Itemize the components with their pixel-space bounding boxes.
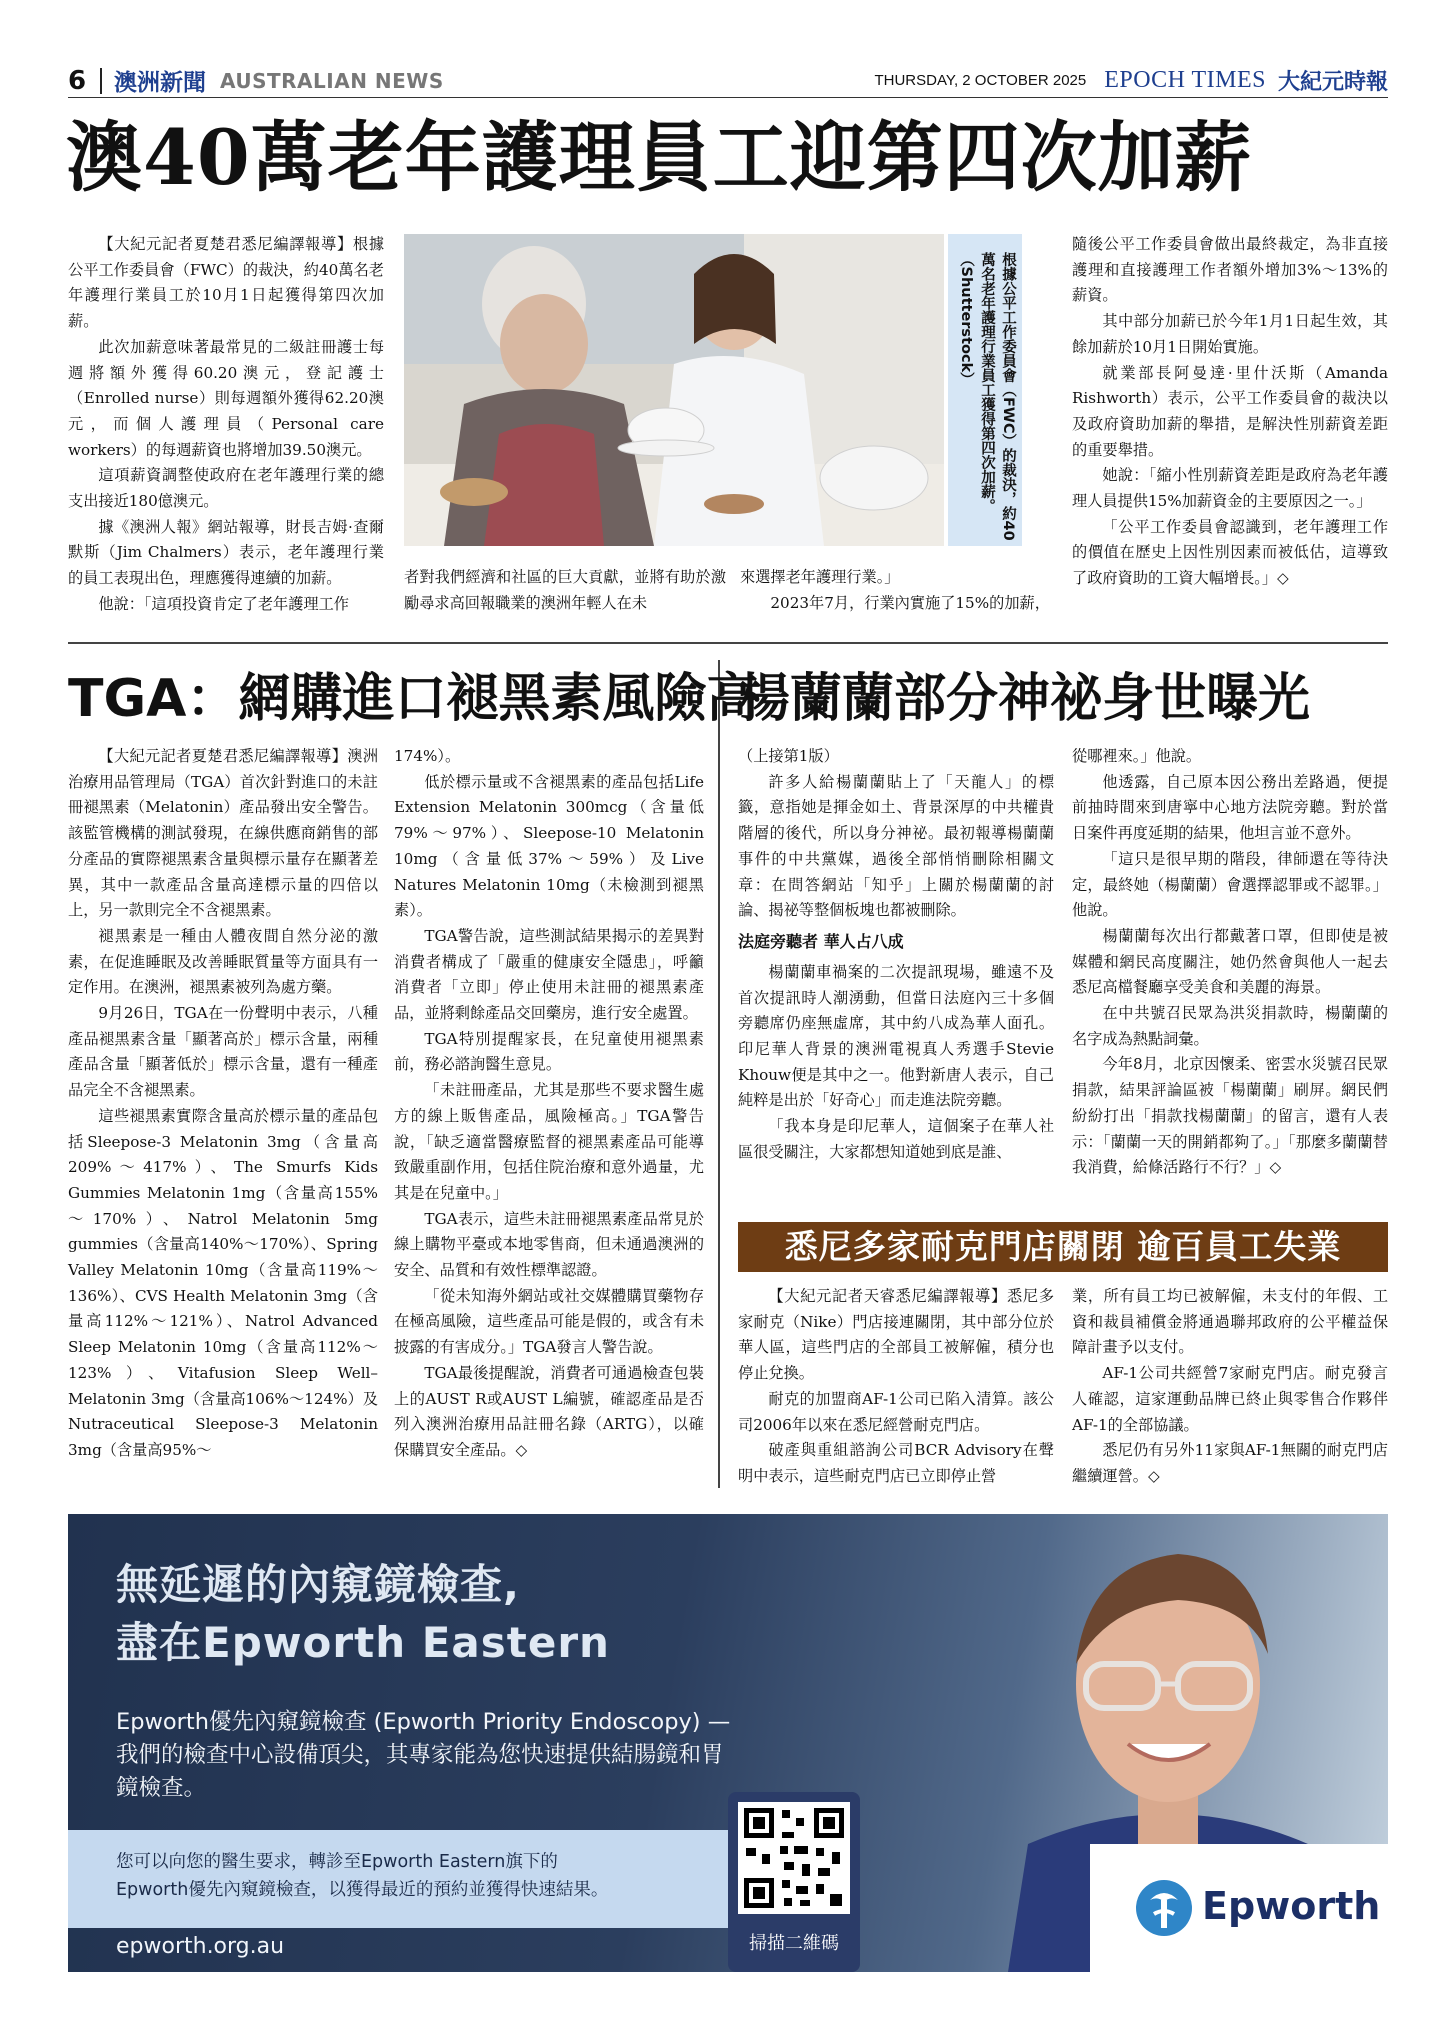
article2-col2-p2: 低於標示量或不含褪黑素的產品包括Life Extension Melatonin 300mcg（含量低79%～97%）、Sleepose-10 Melatonin 10mg（含量低37%～59%）及Live Natures Melatonin 10mg（未檢測到褪黑素）。	[394, 772, 704, 920]
article1-col3	[740, 565, 1056, 616]
article3-col2	[1072, 744, 1388, 1181]
ad-title	[116, 1556, 610, 1672]
article1-col1-p3: 這項薪資調整使政府在老年護理行業的總支出接近180億澳元。	[68, 466, 384, 511]
article3-headline: 楊蘭蘭部分神祕身世曝光	[738, 669, 1311, 729]
section-title-en: AUSTRALIAN NEWS	[220, 68, 444, 93]
article3-col2-p6: 今年8月，北京因懷柔、密雲水災號召民眾捐款，結果評論區被「楊蘭蘭」刷屏。網民們紛紛打出「捐款找楊蘭蘭」的留言，還有人表示：「蘭蘭一天的開銷都夠了。」「那麼多蘭蘭替我消費，給條活路行不行？」◇	[1072, 1055, 1388, 1177]
article3-col2-p1: 從哪裡來。」他說。	[1072, 747, 1202, 765]
epworth-advertisement[interactable]	[68, 1514, 1388, 1972]
ad-title-line2: 盡在Epworth Eastern	[116, 1618, 610, 1667]
article4-col1-p3: 破產與重組諮詢公司BCR Advisory在聲明中表示，這些耐克門店已立即停止營	[738, 1441, 1054, 1485]
article1-col4-p3: 就業部長阿曼達·里什沃斯（Amanda Rishworth）表示，公平工作委員會的裁決以及政府資助加薪的舉措，是解決性別薪資差距的重要舉措。	[1072, 363, 1388, 459]
article3-col2-p2: 他透露，自己原本因公務出差路過，便提前抽時間來到唐寧中心地方法院旁聽。對於當日案件再度延期的結果，他坦言並不意外。	[1072, 772, 1388, 843]
masthead	[68, 64, 1388, 98]
ad-strip-line1: 您可以向您的醫生要求，轉診至Epworth Eastern旗下的	[116, 1852, 558, 1872]
article2-col1	[68, 744, 378, 1464]
ad-strip-text	[116, 1848, 816, 1904]
article4-col1	[738, 1284, 1054, 1490]
article2-col2-p6: TGA表示，這些未註冊褪黑素產品常見於線上購物平臺或本地零售商，但未通過澳洲的安全、品質和有效性標準認證。	[394, 1209, 704, 1280]
epworth-logo-text: Epworth	[1202, 1884, 1381, 1928]
article4-col2-p3: 悉尼仍有另外11家與AF-1無關的耐克門店繼續運營。◇	[1072, 1441, 1388, 1485]
article3-col1	[738, 744, 1054, 1166]
article3-col1-p4: 「我本身是印尼華人，這個案子在華人社區很受關注，大家都想知道她到底是誰、	[738, 1117, 1054, 1161]
article1-col3-p1: 來選擇老年護理行業。」	[740, 568, 900, 586]
article1-col1-p4: 據《澳洲人報》網站報導，財長吉姆·查爾默斯（Jim Chalmers）表示，老年護理行業的員工表現出色，理應獲得連續的加薪。	[68, 517, 384, 588]
section-divider	[68, 642, 1388, 644]
article1-photo	[404, 234, 944, 546]
qr-code[interactable]	[738, 1802, 850, 1914]
article3-col1-p1: （上接第1版）	[738, 747, 839, 765]
photo-caption: 根據公平工作委員會（FWC）的裁決，約40萬名老年護理行業員工獲得第四次加薪。（Shutterstock）	[958, 252, 1016, 541]
ad-title-line1: 無延遲的內窺鏡檢查,	[116, 1560, 520, 1609]
issue-date: THURSDAY, 2 OCTOBER 2025	[874, 72, 1087, 89]
ad-strip-line2: Epworth優先內窺鏡檢查，以獲得最近的預約並獲得快速結果。	[116, 1880, 609, 1900]
article1-col4-p2: 其中部分加薪已於今年1月1日起生效，其餘加薪於10月1日開始實施。	[1072, 312, 1388, 356]
article3-col2-p5: 在中共號召民眾為洪災捐款時，楊蘭蘭的名字成為熱點詞彙。	[1072, 1004, 1388, 1048]
section-title-cn: 澳洲新聞	[114, 70, 206, 96]
article4-headline-banner: 悉尼多家耐克門店關閉 逾百員工失業	[738, 1222, 1388, 1272]
article2-col1-p4: 這些褪黑素實際含量高於標示量的產品包括Sleepose-3 Melatonin 3mg（含量高209%～417%）、The Smurfs Kids Gummies Melatonin 1mg（含量高155%～170%）、Natrol Melatonin 5mg gummies（含量高140%～170%）、Spring Valley Melatonin 10mg（含量高119%～136%）、CVS Health Melatonin 3mg（含量高112%～121%）、Natrol Advanced Sleep Melatonin 10mg（含量高112%～123%）、Vitafusion Sleep Well–Melatonin 3mg（含量高106%～124%）及Nutraceutical Sleepose-3 Melatonin 3mg（含量高95%～	[68, 1106, 378, 1459]
qr-label: 掃描二維碼	[749, 1933, 839, 1954]
article2-col2-p5: 「未註冊產品，尤其是那些不要求醫生處方的線上販售產品，風險極高。」TGA警告說，「缺乏適當醫療監督的褪黑素產品可能導致嚴重副作用，包括住院治療和意外過量，尤其是在兒童中。」	[394, 1081, 704, 1202]
article2-col2-p1: 174%）。	[394, 747, 461, 765]
article1-col1-p5: 他說：「這項投資肯定了老年護理工作	[98, 594, 349, 613]
article4-col2-p2: AF-1公司共經營7家耐克門店。耐克發言人確認，這家運動品牌已終止與零售合作夥伴AF-1的全部協議。	[1072, 1364, 1388, 1434]
article3-subhead: 法庭旁聽者 華人占八成	[738, 931, 904, 951]
caregiver-photo-illustration	[404, 234, 944, 546]
article4-col1-p2: 耐克的加盟商AF-1公司已陷入清算。該公司2006年以來在悉尼經營耐克門店。	[738, 1389, 1054, 1434]
article4-col2-p1: 業，所有員工均已被解僱，未支付的年假、工資和裁員補償金將通過聯邦政府的公平權益保障計畫予以支付。	[1072, 1287, 1388, 1357]
qr-code-icon	[738, 1802, 850, 1914]
article2-col2-p4: TGA特別提醒家長，在兒童使用褪黑素前，務必諮詢醫生意見。	[394, 1029, 704, 1074]
article1-col4-p1: 隨後公平工作委員會做出最終裁定，為非直接護理和直接護理工作者額外增加3%～13%的薪資。	[1072, 235, 1388, 305]
article3-col1-p3: 楊蘭蘭車禍案的二次提訊現場，雖遠不及首次提訊時人潮湧動，但當日法庭內三十多個旁聽席仍座無虛席，其中約八成為華人面孔。印尼華人背景的澳洲電視真人秀選手Stevie Khouw便是其中之一。他對新唐人表示，自己純粹是出於「好奇心」而走進法院旁聽。	[738, 962, 1054, 1110]
ad-body: Epworth優先內窺鏡檢查 (Epworth Priority Endoscopy) — 我們的檢查中心設備頂尖，其專家能為您快速提供結腸鏡和胃鏡檢查。	[116, 1709, 731, 1801]
article4-col2	[1072, 1284, 1388, 1490]
article1-col2	[404, 565, 726, 616]
article1-col4-p4: 她說：「縮小性別薪資差距是政府為老年護理人員提供15%加薪資金的主要原因之一。」	[1072, 466, 1388, 511]
article1-col1-p1: 【大紀元記者夏楚君悉尼編譯報導】根據公平工作委員會（FWC）的裁決，約40萬名老年護理行業員工於10月1日起獲得第四次加薪。	[68, 235, 384, 331]
article2-col2-p8: TGA最後提醒說，消費者可通過檢查包裝上的AUST R或AUST L編號，確認產品是否列入澳洲治療用品註冊名錄（ARTG），以確保購買安全產品。◇	[394, 1363, 704, 1459]
column-divider	[718, 660, 720, 1488]
masthead-divider	[100, 68, 102, 94]
article1-col4	[1072, 232, 1388, 592]
article2-col1-p2: 褪黑素是一種由人體夜間自然分泌的激素，在促進睡眠及改善睡眠質量等方面具有一定作用。在澳洲，褪黑素被列為處方藥。	[68, 926, 378, 997]
article2-col2-p3: TGA警告說，這些測試結果揭示的差異對消費者構成了「嚴重的健康安全隱患」，呼籲消費者「立即」停止使用未註冊的褪黑素產品，並將剩餘產品交回藥房，進行安全處置。	[394, 926, 704, 1023]
article2-col1-p1: 【大紀元記者夏楚君悉尼編譯報導】澳洲治療用品管理局（TGA）首次針對進口的未註冊褪黑素（Melatonin）產品發出安全警告。該監管機構的測試發現，在線供應商銷售的部分產品的實際褪黑素含量與標示量存在顯著差異，其中一款產品含量高達標示量的四倍以上，另一款則完全不含褪黑素。	[68, 747, 378, 920]
logo-cn: 大紀元時報	[1277, 69, 1388, 95]
article2-col2	[394, 744, 704, 1464]
epworth-logo-icon	[1134, 1876, 1194, 1940]
logo-en: EPOCH TIMES	[1104, 67, 1266, 93]
article1-col1-p2: 此次加薪意味著最常見的二級註冊護士每週將額外獲得60.20澳元，登記護士（Enrolled nurse）則每週額外獲得62.20澳元，而個人護理員（Personal care workers）的每週薪資也將增加39.50澳元。	[68, 337, 384, 459]
article1-col2-p1: 者對我們經濟和社區的巨大貢獻，並將有助於激勵尋求高回報職業的澳洲年輕人在未	[404, 568, 726, 612]
ad-url-link[interactable]: epworth.org.au	[116, 1934, 285, 1959]
article4-col1-p1: 【大紀元記者天睿悉尼編譯報導】悉尼多家耐克（Nike）門店接連關閉，其中部分位於華人區，這些門店的全部員工被解僱，積分也停止兌換。	[738, 1287, 1054, 1383]
article2-col2-p7: 「從未知海外網站或社交媒體購買藥物存在極高風險，這些產品可能是假的，或含有未披露的有害成分。」TGA發言人警告說。	[394, 1286, 704, 1357]
article2-col1-p3: 9月26日，TGA在一份聲明中表示，八種產品褪黑素含量「顯著高於」標示含量，兩種產品含量「顯著低於」標示含量，還有一種產品完全不含褪黑素。	[68, 1004, 378, 1100]
article1-col1	[68, 232, 384, 618]
article3-col2-p4: 楊蘭蘭每次出行都戴著口罩，但即使是被媒體和網民高度關注，她仍然會與他人一起去悉尼高檔餐廳享受美食和美麗的海景。	[1072, 926, 1388, 997]
article1-col3-p2: 2023年7月，行業內實施了15%的加薪，	[770, 593, 1050, 612]
article1-col4-p5: 「公平工作委員會認識到，老年護理工作的價值在歷史上因性別因素而被低估，這導致了政府資助的工資大幅增長。」◇	[1072, 517, 1388, 588]
article2-headline: TGA：網購進口褪黑素風險高	[68, 669, 759, 729]
page-number: 6	[68, 65, 87, 96]
article1-headline: 澳40萬老年護理員工迎第四次加薪	[66, 113, 1252, 202]
article3-col2-p3: 「這只是很早期的階段，律師還在等待決定，最終她（楊蘭蘭）會選擇認罪或不認罪。」他說。	[1072, 849, 1388, 920]
article3-col1-p2: 許多人給楊蘭蘭貼上了「天龍人」的標籤，意指她是揮金如土、背景深厚的中共權貴階層的後代，所以身分神祕。最初報導楊蘭蘭事件的中共黨媒，過後全部悄悄刪除相關文章：在問答網站「知乎」上關於楊蘭蘭的討論、揭祕等整個板塊也都被刪除。	[738, 772, 1054, 920]
